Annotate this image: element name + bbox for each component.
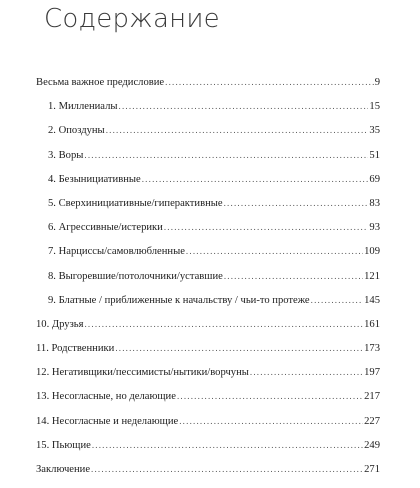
toc-dot-leader	[106, 125, 369, 135]
toc-entry-label: 11. Родственники	[36, 343, 115, 355]
toc-entry-label: 15. Пьющие	[36, 439, 91, 451]
toc-dot-leader	[142, 174, 369, 184]
toc-dot-leader	[179, 416, 363, 426]
toc-entry	[36, 416, 380, 440]
toc-entry-page: 173	[364, 343, 380, 355]
toc-entry-label: Заключение	[36, 464, 91, 475]
toc-dot-leader	[84, 150, 368, 160]
toc-dot-leader	[177, 391, 363, 401]
toc-entry	[36, 222, 380, 246]
toc-entry-page: 83	[369, 197, 380, 209]
toc-entry-label: 9. Блатные / приближенные к начальству / чьи-то протеже	[48, 294, 310, 306]
toc-entry	[36, 464, 380, 488]
toc-entry-page: 227	[364, 415, 380, 427]
toc-entry-label: 5. Сверхинициативные/гиперактивные	[48, 197, 223, 209]
toc-dot-leader	[119, 101, 369, 111]
toc-entry	[36, 125, 380, 149]
toc-entry	[36, 174, 380, 198]
toc-entry-label: 4. Безынициативные	[48, 173, 141, 185]
toc-dot-leader	[224, 271, 363, 281]
toc-entry	[36, 391, 380, 415]
toc-dot-leader	[250, 367, 363, 377]
toc-dot-leader	[165, 77, 374, 87]
toc-entry	[36, 440, 380, 464]
toc-entry	[36, 246, 380, 270]
toc-entry-page: 217	[364, 391, 380, 403]
toc-entry-label: 7. Нарциссы/самовлюбленные	[48, 246, 185, 258]
toc-dot-leader	[164, 222, 369, 232]
toc-entry-page: 51	[369, 149, 380, 161]
toc-entry-page: 271	[364, 464, 380, 475]
toc-entry-page: 35	[369, 125, 380, 137]
toc-entry-page: 15	[369, 101, 380, 113]
toc-entry	[36, 367, 380, 391]
toc-entry-label: 6. Агрессивные/истерики	[48, 222, 163, 234]
toc-entry-label: 13. Несогласные, но делающие	[36, 391, 176, 403]
toc-entry	[36, 77, 380, 101]
toc-entry-page: 145	[364, 294, 380, 306]
toc-dot-leader	[84, 319, 363, 329]
toc-dot-leader	[92, 440, 363, 450]
toc-entry	[36, 198, 380, 222]
toc-dot-leader	[224, 198, 369, 208]
toc-entry-label: 10. Друзья	[36, 318, 84, 330]
toc-entry	[36, 319, 380, 343]
toc-dot-leader	[115, 343, 363, 353]
toc-entry-page: 249	[364, 439, 380, 451]
toc-entry-label: Весьма важное предисловие	[36, 77, 165, 88]
toc-dot-leader	[311, 295, 363, 305]
toc-entry-label: 14. Несогласные и неделающие	[36, 415, 179, 427]
toc-entry-label: 2. Опоздуны	[48, 125, 105, 137]
toc-entry-page: 197	[364, 367, 380, 379]
page-title: Содержание	[44, 4, 220, 34]
toc-entry	[36, 271, 380, 295]
toc-entry-page: 109	[364, 246, 380, 258]
toc-dot-leader	[91, 464, 363, 474]
toc-entry	[36, 343, 380, 367]
toc-entry-label: 8. Выгоревшие/потолочники/уставшие	[48, 270, 223, 282]
toc-entry-page: 69	[369, 173, 380, 185]
table-of-contents	[36, 77, 380, 488]
toc-entry-label: 1. Миллениалы	[48, 101, 118, 113]
toc-entry-label: 12. Негативщики/пессимисты/нытики/ворчуны	[36, 367, 249, 379]
toc-entry-page: 161	[364, 318, 380, 330]
toc-entry-page: 121	[364, 270, 380, 282]
toc-entry	[36, 150, 380, 174]
toc-entry-page: 93	[369, 222, 380, 234]
toc-entry-page: 9	[374, 77, 380, 88]
toc-entry	[36, 101, 380, 125]
toc-entry	[36, 295, 380, 319]
toc-entry-label: 3. Воры	[48, 149, 84, 161]
toc-dot-leader	[186, 246, 363, 256]
